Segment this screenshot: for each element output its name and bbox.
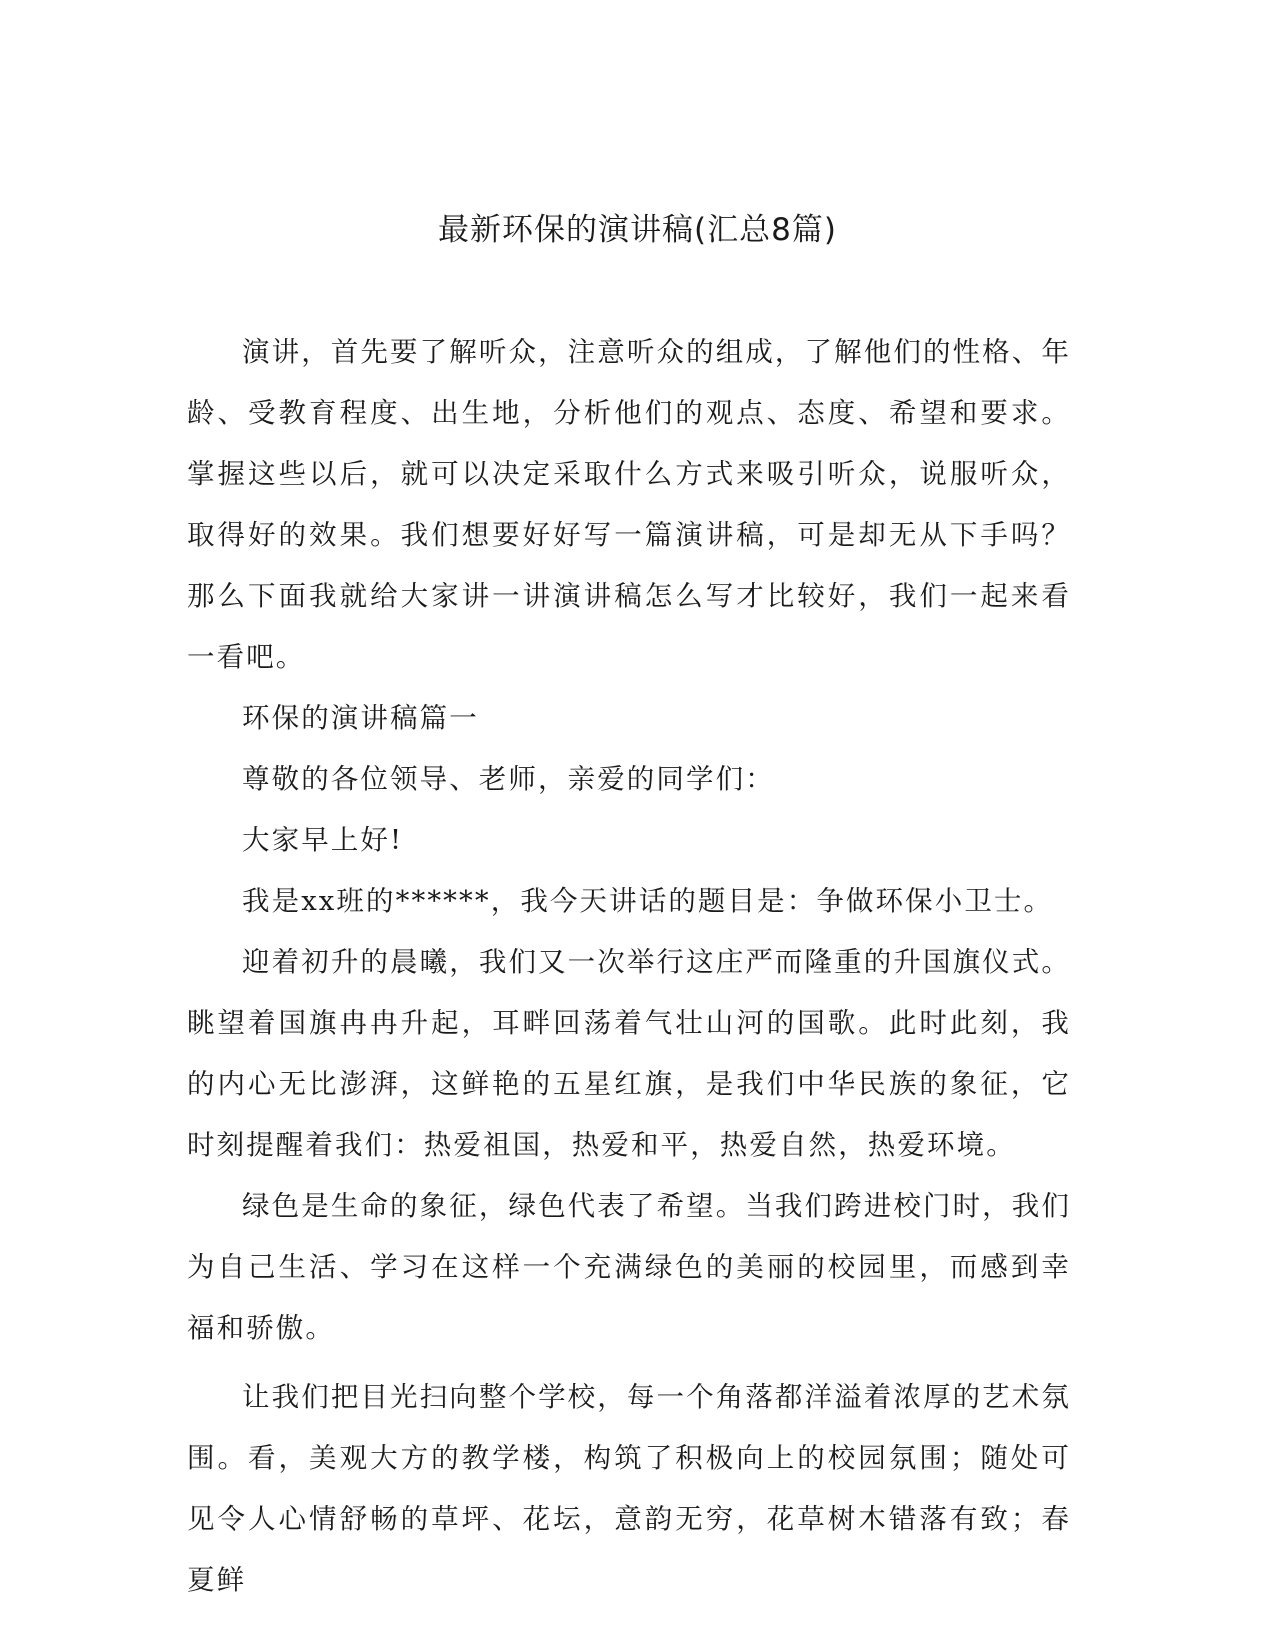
- section-heading: 环保的演讲稿篇一: [242, 702, 479, 734]
- flag-ceremony-paragraph: 迎着初升的晨曦，我们又一次举行这庄严而隆重的升国旗仪式。眺望着国旗冉冉升起，耳畔回荡着气壮山河的国歌。此时此刻，我的内心无比澎湃，这鲜艳的五星红旗，是我们中华民族的象征，它时刻提醒着我们：热爱祖国，热爱和平，热爱自然，热爱环境。: [187, 946, 1071, 1161]
- campus-paragraph: 让我们把目光扫向整个学校，每一个角落都洋溢着浓厚的艺术氛围。看，美观大方的教学楼，构筑了积极向上的校园氛围；随处可见令人心情舒畅的草坪、花坛，意韵无穷，花草树木错落有致；春夏鲜: [187, 1381, 1071, 1596]
- green-life-paragraph: 绿色是生命的象征，绿色代表了希望。当我们跨进校门时，我们为自己生活、学习在这样一个充满绿色的美丽的校园里，而感到幸福和骄傲。: [187, 1190, 1071, 1344]
- document-title: 最新环保的演讲稿(汇总8篇): [438, 212, 837, 248]
- intro-paragraph: 演讲，首先要了解听众，注意听众的组成，了解他们的性格、年龄、受教育程度、出生地，分析他们的观点、态度、希望和要求。掌握这些以后，就可以决定采取什么方式来吸引听众，说服听众，取得好的效果。我们想要好好写一篇演讲稿，可是却无从下手吗？那么下面我就给大家讲一讲演讲稿怎么写才比较好，我们一起来看一看吧。: [187, 336, 1071, 673]
- salutation-paragraph: 尊敬的各位领导、老师，亲爱的同学们：: [242, 763, 775, 795]
- greeting-paragraph: 大家早上好!: [242, 824, 404, 856]
- self-introduction-paragraph: 我是xx班的******，我今天讲话的题目是：争做环保小卫士。: [242, 885, 1054, 917]
- document-body: [187, 322, 1071, 1611]
